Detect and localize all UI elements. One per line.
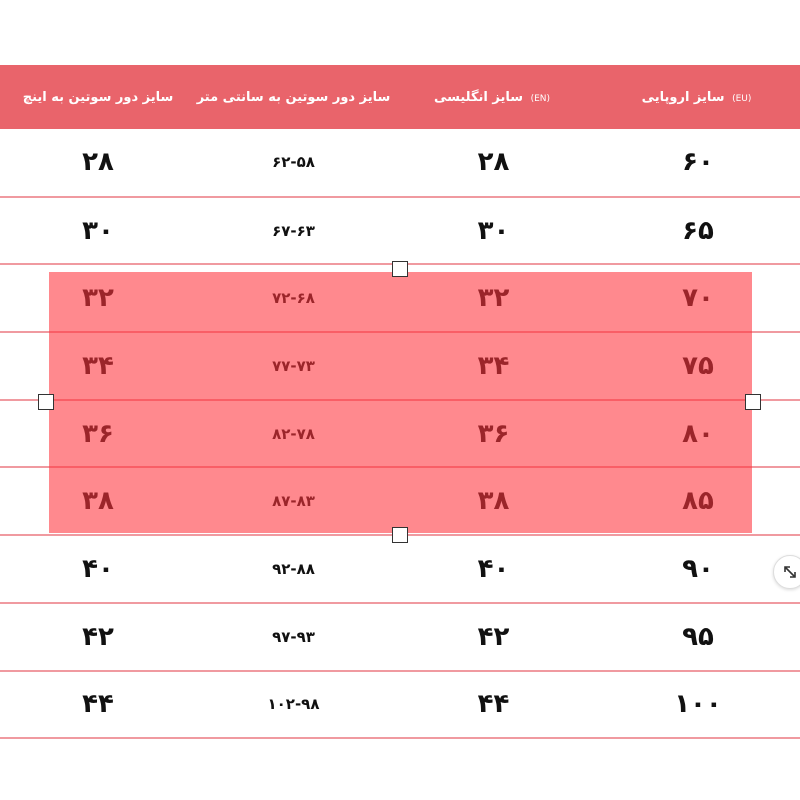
table-row [0,535,800,603]
cell-eu: ۹۵ [596,603,800,671]
resize-handle-top[interactable] [392,261,408,277]
header-cm [196,65,391,129]
header-cm-label: سایز دور سوتین به سانتی متر [196,89,391,105]
header-eu-label: سایز اروپایی [641,89,725,105]
selection-overlay[interactable] [49,272,752,533]
cell-inch: ۲۸ [0,129,196,197]
resize-handle-left[interactable] [38,394,54,410]
cell-cm: ۶۲-۵۸ [196,129,391,197]
table-row [0,603,800,671]
cell-en: ۴۴ [391,671,596,739]
table-header-row [0,65,800,129]
resize-handle-bottom[interactable] [392,527,408,543]
cell-cm: ۹۷-۹۳ [196,603,391,671]
cell-en: ۲۸ [391,129,596,197]
cell-eu: ۱۰۰ [596,671,800,739]
cell-inch: ۴۴ [0,671,196,739]
header-inch [0,65,196,129]
cell-en: ۴۲ [391,603,596,671]
cell-inch: ۴۲ [0,603,196,671]
resize-handle-right[interactable] [745,394,761,410]
resize-diagonal-icon [781,563,799,581]
header-en [391,65,596,129]
cell-cm: ۱۰۲-۹۸ [196,671,391,739]
cell-eu: ۹۰ [596,535,800,603]
header-eu-tag: (EU) [732,93,752,104]
table-row [0,129,800,197]
cell-eu: ۶۰ [596,129,800,197]
cell-cm: ۹۲-۸۸ [196,535,391,603]
cell-inch: ۳۰ [0,197,196,265]
table-row [0,671,800,739]
header-inch-label: سایز دور سوتین به اینچ [22,89,174,105]
cell-cm: ۶۷-۶۳ [196,197,391,265]
table-row [0,197,800,265]
cell-en: ۴۰ [391,535,596,603]
cell-en: ۳۰ [391,197,596,265]
header-en-label: سایز انگلیسی [433,89,524,105]
cell-eu: ۶۵ [596,197,800,265]
resize-button[interactable] [773,555,800,589]
header-en-tag: (EN) [530,93,551,104]
header-eu [596,65,800,129]
cell-inch: ۴۰ [0,535,196,603]
